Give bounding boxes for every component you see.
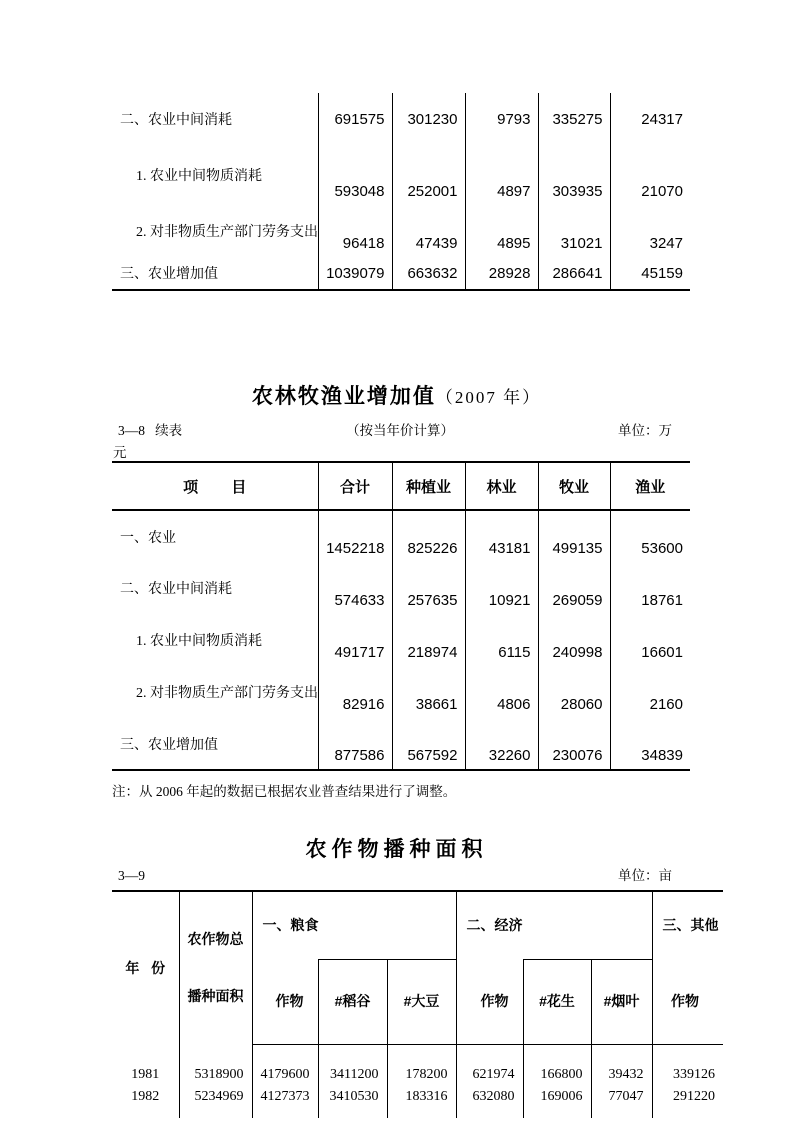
column-header-forestry: 林业 bbox=[465, 462, 538, 510]
item-label: 2. 对非物质生产部门劳务支出 bbox=[136, 225, 318, 240]
value-cell: 178200 bbox=[387, 1064, 456, 1086]
value-cell: 240998 bbox=[538, 614, 610, 666]
column-header-husbandry: 牧业 bbox=[538, 462, 610, 510]
group-header-other-crops: 三、其他 bbox=[652, 891, 723, 959]
value-cell: 39432 bbox=[591, 1064, 652, 1086]
value-cell: 335275 bbox=[538, 93, 610, 145]
column-header-total: 合计 bbox=[318, 462, 392, 510]
section-title-3-9: 农作物播种面积 bbox=[305, 838, 488, 861]
value-cell: 691575 bbox=[318, 93, 392, 145]
value-cell: 877586 bbox=[318, 718, 392, 770]
value-cell: 291220 bbox=[652, 1086, 723, 1108]
value-cell: 303935 bbox=[538, 145, 610, 205]
value-cell: 4895 bbox=[465, 205, 538, 257]
group-header-other-crops-line2: 作物 bbox=[652, 959, 723, 1044]
value-cell: 4179600 bbox=[252, 1064, 318, 1086]
column-header-peanut: #花生 bbox=[523, 959, 591, 1044]
value-cell: 593048 bbox=[318, 145, 392, 205]
table-row-1981 bbox=[112, 1064, 723, 1086]
value-cell: 169006 bbox=[523, 1086, 591, 1108]
table-row bbox=[112, 145, 690, 205]
value-cell: 43181 bbox=[465, 510, 538, 562]
value-cell: 339126 bbox=[652, 1064, 723, 1086]
value-cell: 499135 bbox=[538, 510, 610, 562]
value-cell: 3410530 bbox=[318, 1086, 387, 1108]
table-row bbox=[112, 666, 690, 718]
value-cell: 24317 bbox=[610, 93, 690, 145]
value-cell: 825226 bbox=[392, 510, 465, 562]
value-cell: 18761 bbox=[610, 562, 690, 614]
column-header-item: 项 目 bbox=[112, 462, 318, 510]
table-row bbox=[112, 614, 690, 666]
value-cell: 5318900 bbox=[179, 1064, 252, 1086]
year-cell: 1982 bbox=[131, 1089, 160, 1104]
table-3-9 bbox=[112, 890, 723, 1118]
unit-label: 单位：万 bbox=[618, 423, 672, 438]
item-label: 一、农业 bbox=[120, 530, 176, 546]
value-cell: 230076 bbox=[538, 718, 610, 770]
table-row bbox=[112, 562, 690, 614]
item-label: 二、农业中间消耗 bbox=[120, 582, 232, 597]
column-header-rice: #稻谷 bbox=[318, 959, 387, 1044]
value-cell: 2160 bbox=[610, 666, 690, 718]
value-cell: 82916 bbox=[318, 666, 392, 718]
table-row bbox=[112, 718, 690, 770]
value-cell: 38661 bbox=[392, 666, 465, 718]
value-cell: 3411200 bbox=[318, 1064, 387, 1086]
value-cell: 34839 bbox=[610, 718, 690, 770]
column-header-planting: 种植业 bbox=[392, 462, 465, 510]
table-row-1982 bbox=[112, 1086, 723, 1108]
table-row bbox=[112, 510, 690, 562]
value-cell: 286641 bbox=[538, 257, 610, 290]
group-header-economic-crops: 二、经济 bbox=[456, 891, 652, 959]
title-year-suffix: （2007 年） bbox=[435, 388, 542, 407]
column-header-total-sown-area bbox=[179, 891, 252, 1044]
item-label: 2. 对非物质生产部门劳务支出 bbox=[136, 686, 318, 701]
table-row bbox=[112, 93, 690, 145]
value-cell: 1039079 bbox=[318, 257, 392, 290]
item-label: 1. 农业中间物质消耗 bbox=[136, 634, 262, 649]
value-cell: 28060 bbox=[538, 666, 610, 718]
value-cell: 269059 bbox=[538, 562, 610, 614]
value-cell: 632080 bbox=[456, 1086, 523, 1108]
value-cell: 9793 bbox=[465, 93, 538, 145]
value-cell: 53600 bbox=[610, 510, 690, 562]
table-row bbox=[112, 257, 690, 290]
year-cell: 1981 bbox=[131, 1067, 160, 1082]
value-cell: 47439 bbox=[392, 205, 465, 257]
title-text: 农林牧渔业增加值 bbox=[251, 385, 436, 408]
footnote: 注：从 2006 年起的数据已根据农业普查结果进行了调整。 bbox=[112, 784, 457, 799]
spacer-row bbox=[112, 1044, 723, 1064]
value-cell: 4127373 bbox=[252, 1086, 318, 1108]
value-cell: 218974 bbox=[392, 614, 465, 666]
item-label: 1. 农业中间物质消耗 bbox=[136, 169, 262, 184]
value-cell: 45159 bbox=[610, 257, 690, 290]
item-label: 三、农业增加值 bbox=[120, 267, 218, 282]
spacer-row-pagecut bbox=[112, 1108, 723, 1118]
column-header-year: 年 份 bbox=[125, 959, 166, 976]
value-cell: 252001 bbox=[392, 145, 465, 205]
value-cell: 77047 bbox=[591, 1086, 652, 1108]
table-3-8-continued bbox=[112, 93, 690, 291]
group-header-economic-crops-line2: 作物 bbox=[456, 959, 523, 1044]
value-cell: 16601 bbox=[610, 614, 690, 666]
value-cell: 4806 bbox=[465, 666, 538, 718]
value-cell: 1452218 bbox=[318, 510, 392, 562]
table-3-8 bbox=[112, 461, 690, 771]
table-number: 3—9 bbox=[118, 868, 145, 883]
value-cell: 5234969 bbox=[179, 1086, 252, 1108]
calc-basis-note: （按当年价计算） bbox=[346, 423, 455, 438]
section-title-3-8 bbox=[0, 380, 793, 410]
value-cell: 3247 bbox=[610, 205, 690, 257]
value-cell: 301230 bbox=[392, 93, 465, 145]
value-cell: 183316 bbox=[387, 1086, 456, 1108]
item-label: 二、农业中间消耗 bbox=[120, 113, 232, 128]
table-meta-3-8 bbox=[118, 419, 672, 439]
value-cell: 491717 bbox=[318, 614, 392, 666]
header-row-groups bbox=[112, 891, 723, 959]
unit-label-wrapped: 元 bbox=[113, 445, 127, 460]
value-cell: 21070 bbox=[610, 145, 690, 205]
unit-label: 单位：亩 bbox=[618, 868, 672, 883]
value-cell: 574633 bbox=[318, 562, 392, 614]
value-cell: 6115 bbox=[465, 614, 538, 666]
column-header-tobacco: #烟叶 bbox=[591, 959, 652, 1044]
value-cell: 31021 bbox=[538, 205, 610, 257]
value-cell: 96418 bbox=[318, 205, 392, 257]
value-cell: 166800 bbox=[523, 1064, 591, 1086]
group-header-grain-crops: 一、粮食 bbox=[252, 891, 456, 959]
header-line: 农作物总 bbox=[187, 931, 244, 947]
value-cell: 4897 bbox=[465, 145, 538, 205]
column-header-soybean: #大豆 bbox=[387, 959, 456, 1044]
value-cell: 28928 bbox=[465, 257, 538, 290]
value-cell: 621974 bbox=[456, 1064, 523, 1086]
table-number: 3—8 续表 bbox=[118, 423, 183, 438]
group-header-grain-crops-line2: 作物 bbox=[252, 959, 318, 1044]
column-header-fishery: 渔业 bbox=[610, 462, 690, 510]
value-cell: 257635 bbox=[392, 562, 465, 614]
value-cell: 663632 bbox=[392, 257, 465, 290]
table-row bbox=[112, 205, 690, 257]
table-meta-3-9 bbox=[118, 864, 672, 884]
item-label: 三、农业增加值 bbox=[120, 737, 218, 753]
value-cell: 567592 bbox=[392, 718, 465, 770]
value-cell: 32260 bbox=[465, 718, 538, 770]
header-line: 播种面积 bbox=[187, 988, 244, 1004]
value-cell: 10921 bbox=[465, 562, 538, 614]
header-row bbox=[112, 462, 690, 510]
